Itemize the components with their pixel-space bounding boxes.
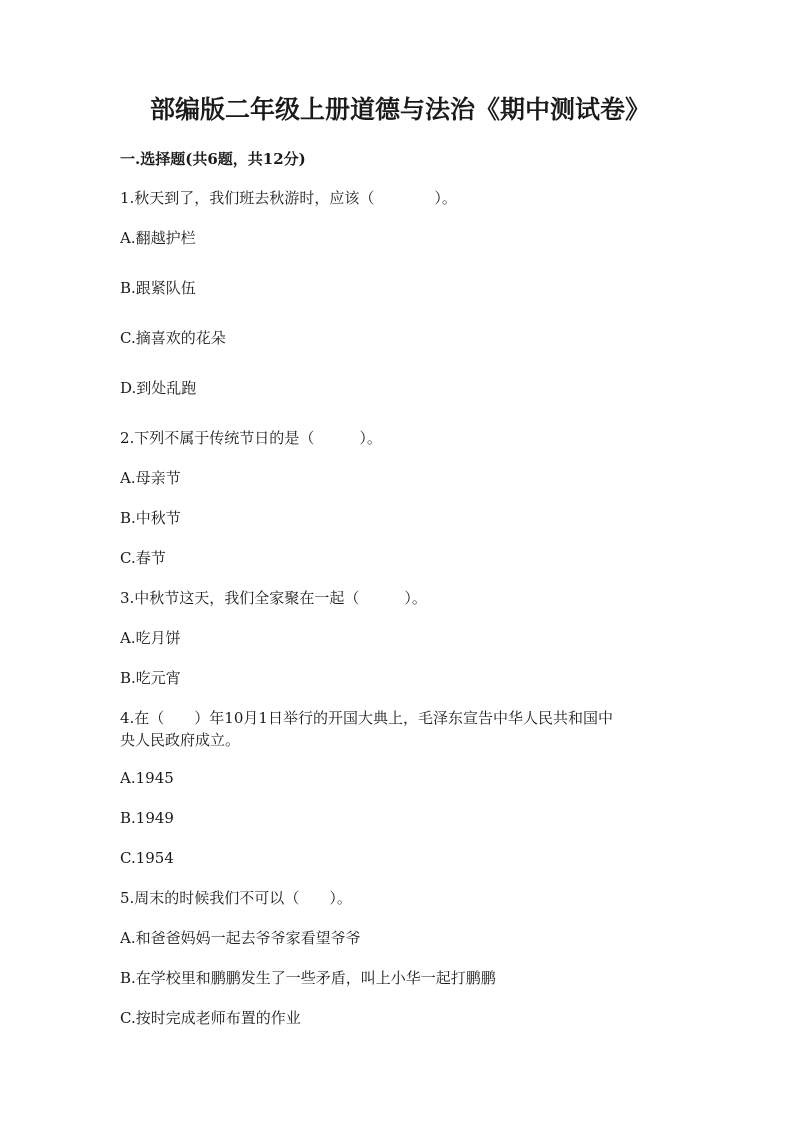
question-1-option-c: C.摘喜欢的花朵 bbox=[120, 329, 226, 347]
question-1-stem: 1.秋天到了，我们班去秋游时，应该（ ）。 bbox=[120, 189, 457, 207]
section-heading: 一.选择题(共6题，共12分) bbox=[120, 150, 306, 168]
question-2-option-b: B.中秋节 bbox=[120, 509, 181, 527]
question-5-option-c: C.按时完成老师布置的作业 bbox=[120, 1009, 301, 1027]
question-5-stem: 5.周末的时候我们不可以（ ）。 bbox=[120, 889, 352, 907]
question-5-option-b: B.在学校里和鹏鹏发生了一些矛盾，叫上小华一起打鹏鹏 bbox=[120, 969, 496, 987]
question-4-stem-line-2: 央人民政府成立。 bbox=[120, 731, 241, 749]
question-5-option-a: A.和爸爸妈妈一起去爷爷家看望爷爷 bbox=[120, 929, 361, 947]
question-1-option-b: B.跟紧队伍 bbox=[120, 279, 196, 297]
question-1-option-a: A.翻越护栏 bbox=[120, 229, 196, 247]
question-2-stem: 2.下列不属于传统节日的是（ ）。 bbox=[120, 429, 382, 447]
question-4-option-a: A.1945 bbox=[120, 769, 174, 787]
question-3-stem: 3.中秋节这天，我们全家聚在一起（ ）。 bbox=[120, 589, 427, 607]
question-4-option-b: B.1949 bbox=[120, 809, 174, 827]
question-2-option-c: C.春节 bbox=[120, 549, 166, 567]
question-3-option-a: A.吃月饼 bbox=[120, 629, 181, 647]
question-2-option-a: A.母亲节 bbox=[120, 469, 181, 487]
question-1-option-d: D.到处乱跑 bbox=[120, 379, 197, 397]
question-3-option-b: B.吃元宵 bbox=[120, 669, 181, 687]
question-4-option-c: C.1954 bbox=[120, 849, 174, 867]
question-4-stem-line-1: 4.在（ ）年10月1日举行的开国大典上，毛泽东宣告中华人民共和国中 bbox=[120, 709, 613, 727]
document-title: 部编版二年级上册道德与法治《期中测试卷》 bbox=[149, 95, 650, 124]
